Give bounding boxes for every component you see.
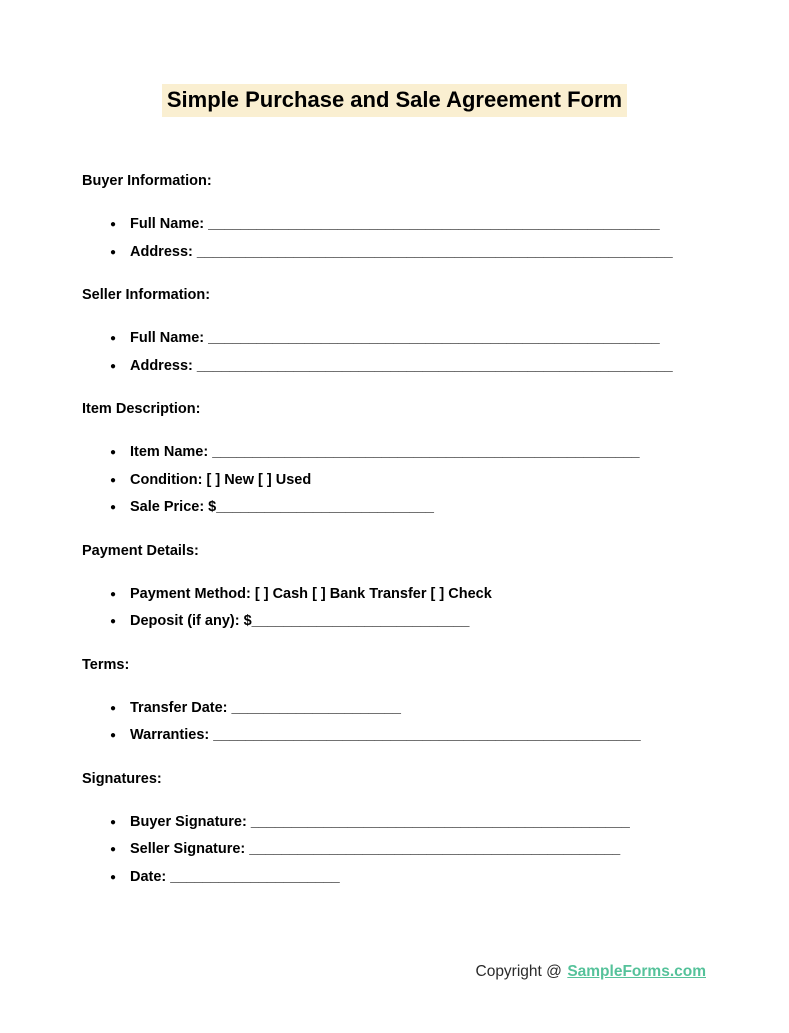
copyright-text: Copyright @ (475, 963, 562, 980)
section-list-seller-information (82, 325, 707, 380)
form-content (82, 172, 707, 891)
form-title: Simple Purchase and Sale Agreement Form (162, 84, 627, 117)
field-sale-price: ● Sale Price: $___________________________ (82, 494, 707, 522)
section-heading-seller-information: Seller Information: (82, 287, 211, 303)
field-item-name: ● Item Name: _____________________________________________________ (82, 439, 707, 467)
field-warranties: ● Warranties: _____________________________________________________ (82, 722, 707, 750)
section-heading-buyer-information: Buyer Information: (82, 173, 212, 189)
section-heading-item-description: Item Description: (82, 401, 201, 417)
section-heading-payment-details: Payment Details: (82, 542, 199, 559)
field-transfer-date: ● Transfer Date: _____________________ (82, 695, 707, 723)
field-buyer-signature: ● Buyer Signature: _______________________________________________ (82, 809, 707, 837)
section-heading-signatures: Signatures: (82, 770, 162, 787)
field-seller-address: ● Address: ___________________________________________________________ (82, 353, 707, 381)
field-item-condition: ● Condition: [ ] New [ ] Used (82, 467, 707, 495)
footer (476, 963, 707, 981)
section-list-signatures (82, 809, 707, 892)
section-list-payment-details (82, 581, 707, 636)
field-date: ● Date: _____________________ (82, 864, 707, 892)
field-buyer-address: ● Address: ___________________________________________________________ (82, 239, 707, 267)
field-payment-method: ● Payment Method: [ ] Cash [ ] Bank Transfer [ ] Check (82, 581, 707, 609)
title-row (0, 0, 789, 117)
field-seller-full-name: ● Full Name: ________________________________________________________ (82, 325, 707, 353)
sampleforms-link[interactable]: SampleForms.com (567, 963, 706, 980)
field-deposit: ● Deposit (if any): $___________________________ (82, 608, 707, 636)
section-heading-terms: Terms: (82, 656, 130, 673)
section-list-item-description (82, 439, 707, 522)
field-buyer-full-name: ● Full Name: ________________________________________________________ (82, 211, 707, 239)
section-list-terms (82, 695, 707, 750)
section-list-buyer-information (82, 211, 707, 266)
field-seller-signature: ● Seller Signature: ______________________________________________ (82, 836, 707, 864)
